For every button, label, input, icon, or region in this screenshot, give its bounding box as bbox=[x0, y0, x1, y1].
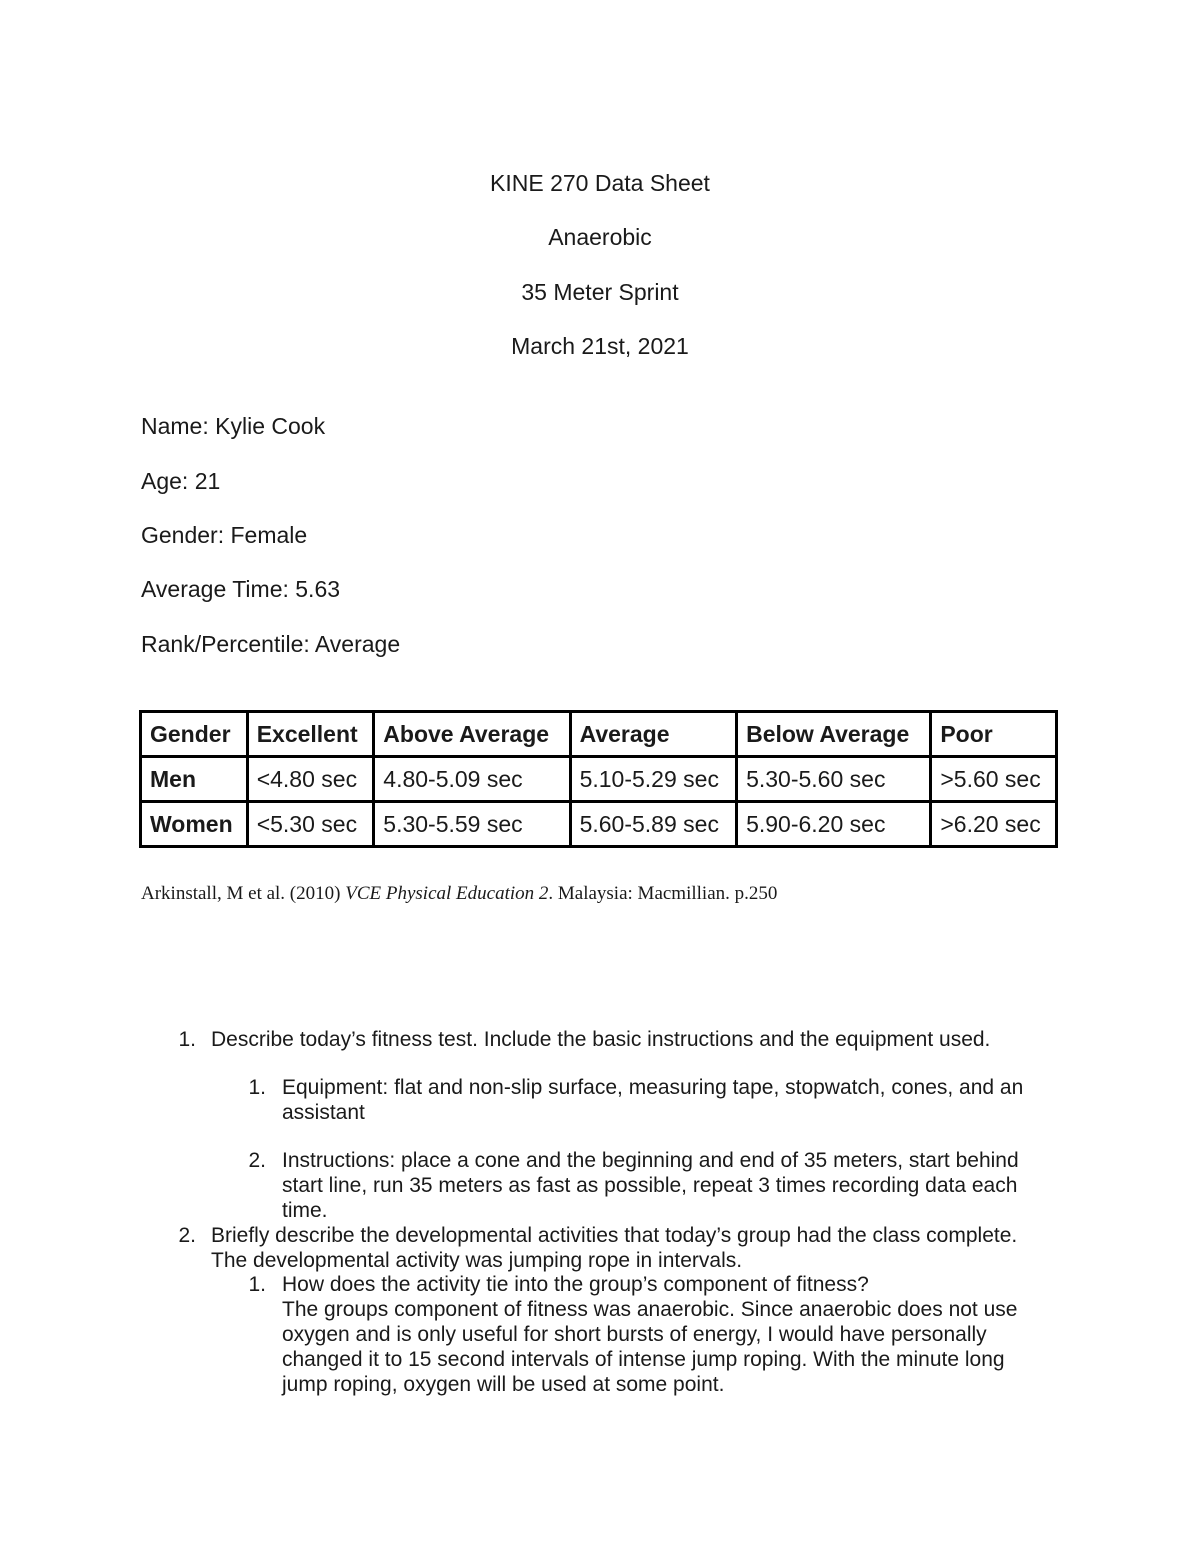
table-cell: >5.60 sec bbox=[931, 757, 1057, 802]
sub-answer-line: changed it to 15 second intervals of intense jump roping. With the minute long bbox=[282, 1348, 1005, 1371]
sub-answer-line: oxygen and is only useful for short bursts of energy, I would have personally bbox=[282, 1323, 987, 1346]
table-cell: >6.20 sec bbox=[931, 802, 1057, 847]
instructions-line: start line, run 35 meters as fast as possible, repeat 3 times recording data each bbox=[282, 1174, 1018, 1197]
sub-answer-line: jump roping, oxygen will be used at some point. bbox=[282, 1373, 725, 1396]
citation-publisher: . Malaysia: Macmillian. p.250 bbox=[548, 883, 778, 904]
table-cell: Men bbox=[141, 757, 248, 802]
list-number: 1. bbox=[248, 1273, 266, 1296]
test-category: Anaerobic bbox=[548, 224, 652, 250]
table-row-women bbox=[141, 802, 1057, 847]
list-number: 2. bbox=[248, 1149, 266, 1172]
test-name: 35 Meter Sprint bbox=[521, 279, 679, 305]
table-row-men bbox=[141, 757, 1057, 802]
citation bbox=[141, 882, 777, 906]
list-number: 2. bbox=[178, 1224, 196, 1247]
sub-question: How does the activity tie into the group’s component of fitness? bbox=[282, 1273, 869, 1296]
table-cell: 5.90-6.20 sec bbox=[737, 802, 931, 847]
table-cell: <5.30 sec bbox=[247, 802, 374, 847]
list-number: 1. bbox=[248, 1076, 266, 1099]
table-cell: Women bbox=[141, 802, 248, 847]
document-title: KINE 270 Data Sheet bbox=[490, 170, 710, 196]
sprint-norms-table bbox=[139, 710, 1058, 848]
table-cell: 4.80-5.09 sec bbox=[374, 757, 570, 802]
table-header-cell: Gender bbox=[141, 712, 248, 757]
sub-answer-line: The groups component of fitness was anaerobic. Since anaerobic does not use bbox=[282, 1298, 1018, 1321]
table-cell: <4.80 sec bbox=[247, 757, 374, 802]
table-header-cell: Below Average bbox=[737, 712, 931, 757]
average-time-field: Average Time: 5.63 bbox=[141, 576, 341, 602]
citation-book-title: VCE Physical Education 2 bbox=[345, 883, 549, 904]
table-header-cell: Average bbox=[570, 712, 737, 757]
question-2-answer: The developmental activity was jumping rope in intervals. bbox=[211, 1249, 743, 1272]
question-2: Briefly describe the developmental activities that today’s group had the class complete. bbox=[211, 1224, 1018, 1247]
table-cell: 5.10-5.29 sec bbox=[570, 757, 737, 802]
list-number: 1. bbox=[178, 1028, 196, 1051]
citation-authors: Arkinstall, M et al. (2010) bbox=[141, 883, 346, 904]
instructions-line: Instructions: place a cone and the beginning and end of 35 meters, start behind bbox=[282, 1149, 1019, 1172]
table-cell: 5.30-5.60 sec bbox=[737, 757, 931, 802]
question-1: Describe today’s fitness test. Include the basic instructions and the equipment used. bbox=[211, 1028, 991, 1051]
table-header-cell: Poor bbox=[931, 712, 1057, 757]
equipment-line: Equipment: flat and non-slip surface, measuring tape, stopwatch, cones, and an bbox=[282, 1076, 1024, 1099]
table-cell: 5.30-5.59 sec bbox=[374, 802, 570, 847]
test-date: March 21st, 2021 bbox=[511, 333, 689, 359]
instructions-line: time. bbox=[282, 1199, 328, 1222]
rank-field: Rank/Percentile: Average bbox=[141, 631, 401, 657]
name-field: Name: Kylie Cook bbox=[141, 413, 326, 439]
age-field: Age: 21 bbox=[141, 468, 221, 494]
table-header-cell: Above Average bbox=[374, 712, 570, 757]
equipment-line: assistant bbox=[282, 1101, 365, 1124]
table-header-cell: Excellent bbox=[247, 712, 374, 757]
gender-field: Gender: Female bbox=[141, 522, 308, 548]
table-header-row bbox=[141, 712, 1057, 757]
table-cell: 5.60-5.89 sec bbox=[570, 802, 737, 847]
